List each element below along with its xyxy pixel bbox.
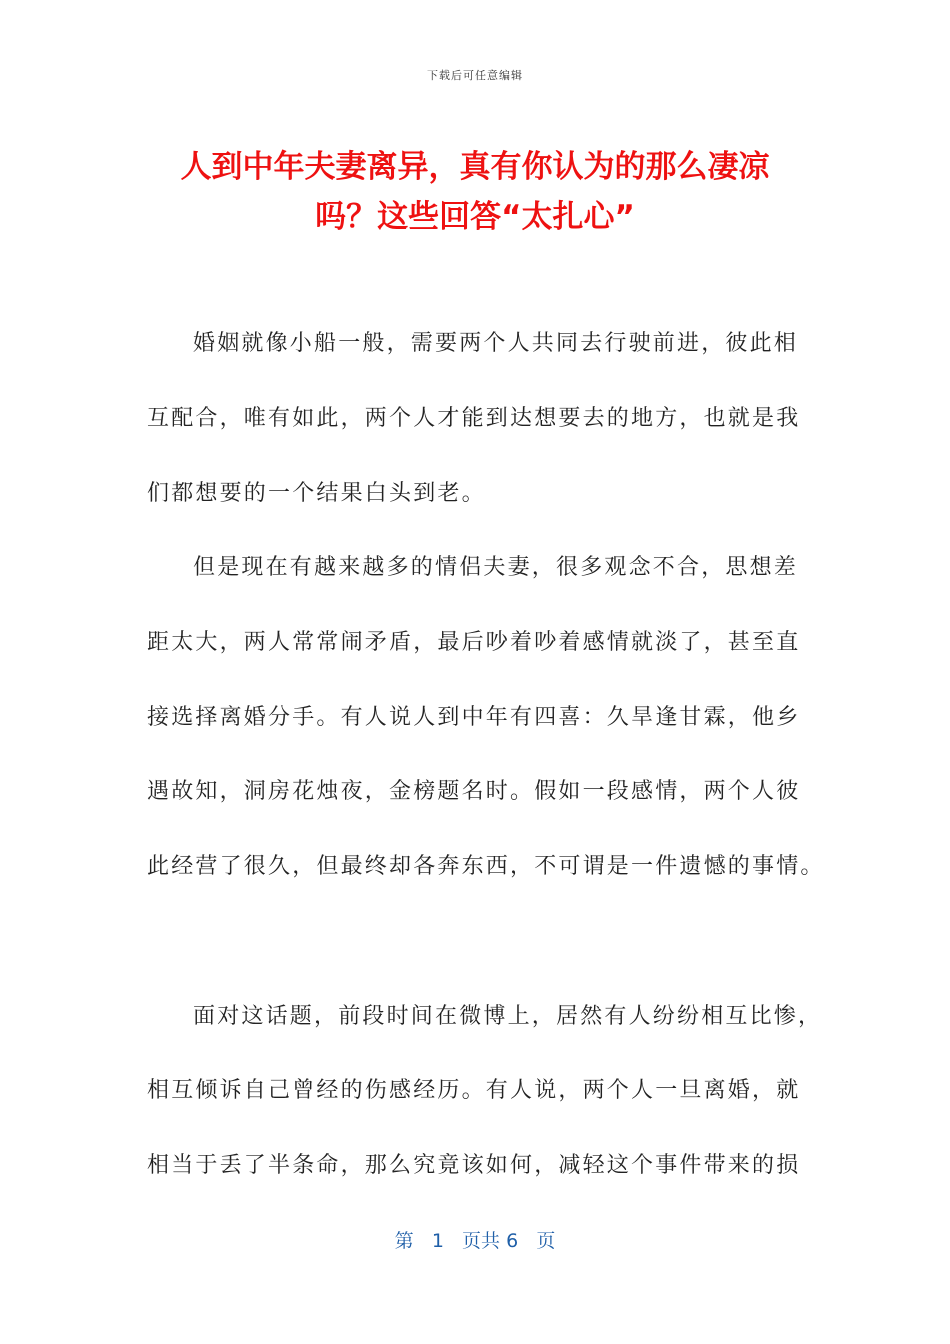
paragraph-line: 此经营了很久，但最终却各奔东西，不可谓是一件遗憾的事情。 bbox=[147, 854, 825, 879]
paragraph-line: 面对这话题，前段时间在微博上，居然有人纷纷相互比惨， bbox=[193, 1004, 823, 1029]
total-pages-number: 6 bbox=[506, 1230, 519, 1252]
title-line-1: 人到中年夫妻离异，真有你认为的那么凄凉 bbox=[180, 149, 770, 185]
paragraph-line: 相当于丢了半条命，那么究竟该如何，减轻这个事件带来的损 bbox=[147, 1153, 801, 1178]
paragraph-line: 互配合，唯有如此，两个人才能到达想要去的地方，也就是我 bbox=[147, 406, 801, 431]
paragraph-line: 但是现在有越来越多的情侣夫妻，很多观念不合，思想差 bbox=[193, 555, 799, 580]
paragraph-line: 相互倾诉自己曾经的伤感经历。有人说，两个人一旦离婚，就 bbox=[147, 1078, 801, 1103]
paragraph-line: 距太大，两人常常闹矛盾，最后吵着吵着感情就淡了，甚至直 bbox=[147, 630, 801, 655]
page-mid-text: 页共 bbox=[462, 1230, 501, 1252]
page-header-note: 下载后可任意编辑 bbox=[427, 69, 523, 82]
paragraph-line: 接选择离婚分手。有人说人到中年有四喜：久旱逢甘霖，他乡 bbox=[147, 705, 801, 730]
document-title bbox=[120, 142, 830, 242]
page-suffix: 页 bbox=[536, 1230, 556, 1252]
title-line-2: 吗？这些回答“太扎心” bbox=[315, 199, 635, 235]
page-prefix: 第 bbox=[394, 1230, 414, 1252]
page-footer bbox=[0, 1226, 950, 1253]
current-page-number: 1 bbox=[431, 1230, 444, 1252]
paragraph-line: 遇故知，洞房花烛夜，金榜题名时。假如一段感情，两个人彼 bbox=[147, 779, 801, 804]
paragraph-line: 们都想要的一个结果白头到老。 bbox=[147, 481, 486, 506]
paragraph-line: 婚姻就像小船一般，需要两个人共同去行驶前进，彼此相 bbox=[193, 331, 799, 356]
